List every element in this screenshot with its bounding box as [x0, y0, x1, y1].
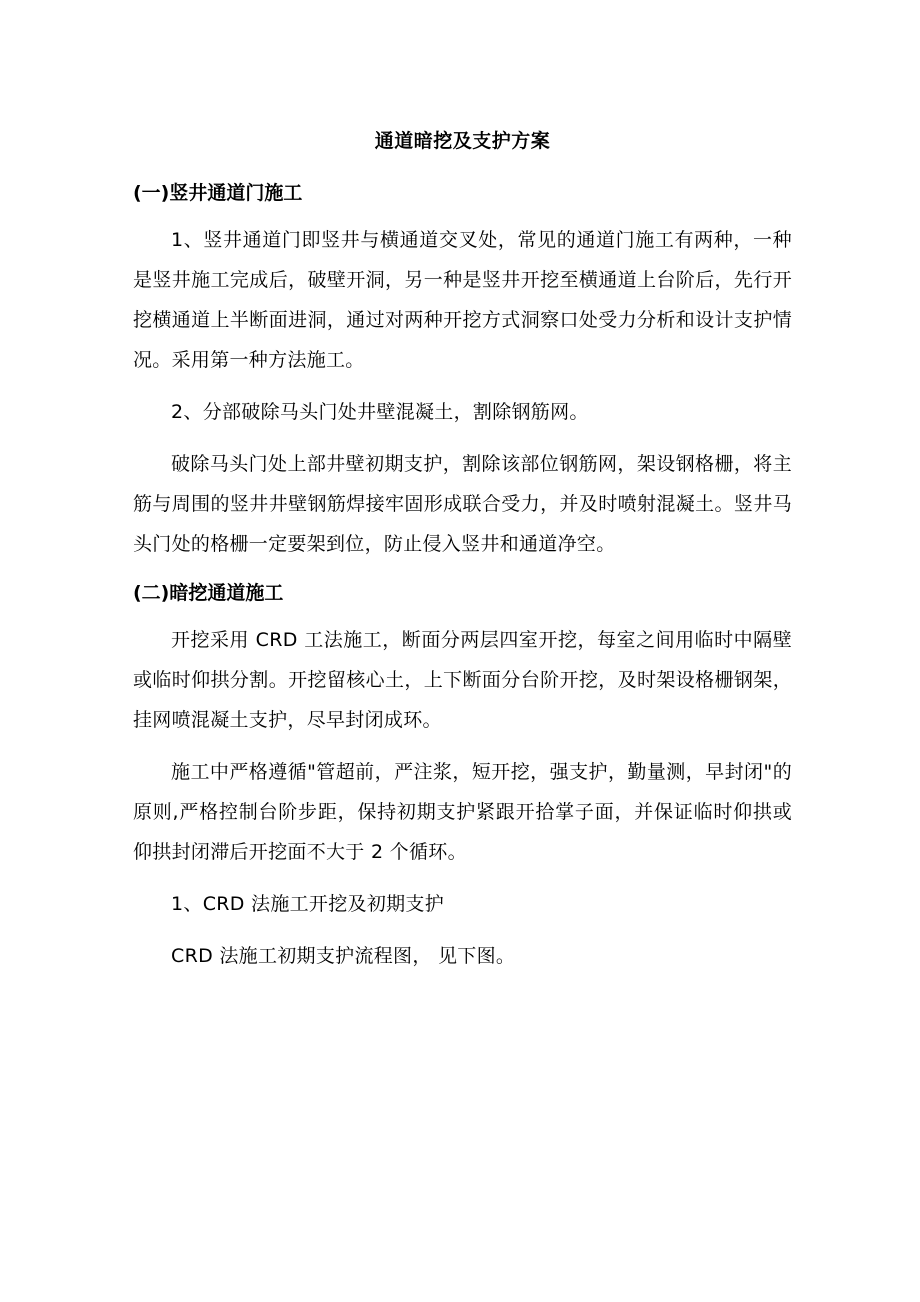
- paragraph: 2、分部破除马头门处井壁混凝土，割除钢筋网。: [171, 401, 589, 423]
- section-shaft-door: [133, 176, 792, 564]
- section-heading-tunnel-excavation: (二)暗挖通道施工: [133, 582, 284, 604]
- paragraph: 开挖采用 CRD 工法施工，断面分两层四室开挖，每室之间用临时中隔壁或临时仰拱分割。开挖留核心土，上下断面分台阶开挖，及时架设格栅钢架，挂网喷混凝土支护，尽早封闭成环。: [133, 629, 792, 731]
- document-title: 通道暗挖及支护方案: [374, 130, 551, 152]
- section-heading-shaft-door: (一)竖井通道门施工: [133, 182, 303, 204]
- paragraph: 1、竖井通道门即竖井与横通道交叉处，常见的通道门施工有两种，一种是竖井施工完成后，破壁开洞，另一种是竖井开挖至横通道上台阶后，先行开挖横通道上半断面进洞，通过对两种开挖方式洞察口处受力分析和设计支护情况。采用第一种方法施工。: [133, 229, 792, 371]
- paragraph: 1、CRD 法施工开挖及初期支护: [171, 893, 445, 915]
- paragraph: 施工中严格遵循"管超前，严注浆，短开挖，强支护，勤量测，早封闭"的原则,严格控制台阶步距，保持初期支护紧跟开拾掌子面，并保证临时仰拱或仰拱封闭滞后开挖面不大于 2 个循环。: [133, 761, 792, 863]
- paragraph: 破除马头门处上部井壁初期支护，割除该部位钢筋网，架设钢格栅，将主筋与周围的竖井井壁钢筋焊接牢固形成联合受力，并及时喷射混凝土。竖井马头门处的格栅一定要架到位，防止侵入竖井和通道净空。: [133, 453, 792, 555]
- paragraph: CRD 法施工初期支护流程图， 见下图。: [171, 945, 516, 967]
- section-tunnel-excavation: [133, 576, 792, 976]
